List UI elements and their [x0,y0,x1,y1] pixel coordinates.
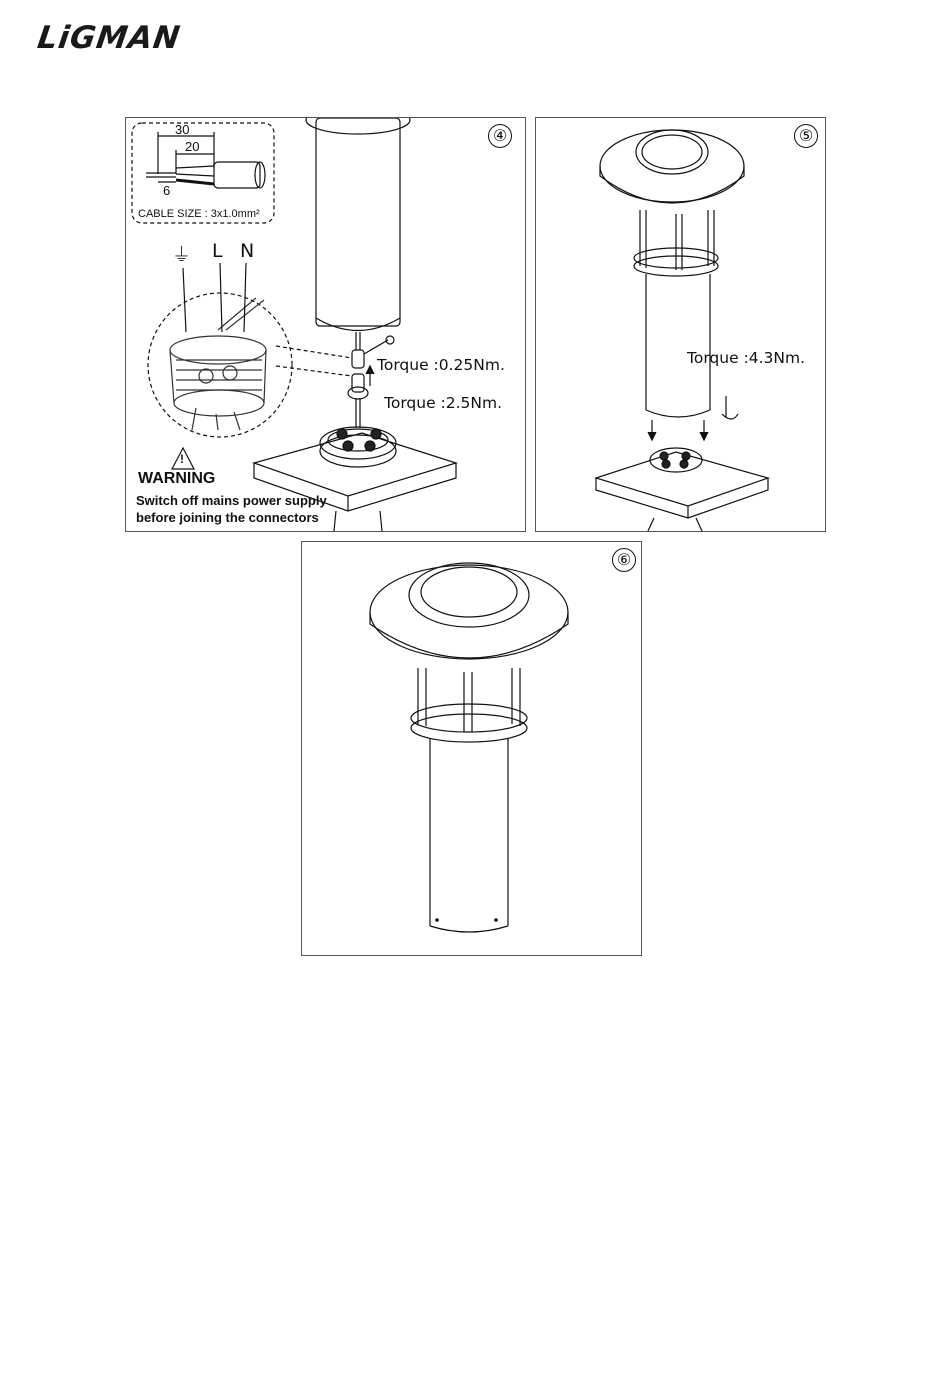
step-5-illustration [536,118,825,531]
step-5-number: ⑤ [794,124,818,148]
live-wire-label: L [212,240,223,262]
step-6-number: ⑥ [612,548,636,572]
step-5-panel [535,117,826,532]
torque-label: Torque :4.3Nm. [687,349,806,367]
warning-text-line2: before joining the connectors [136,510,319,525]
step-6-illustration [302,542,641,955]
warning-text-line1: Switch off mains power supply [136,493,327,508]
step-4-number: ④ [488,124,512,148]
torque-connector-label: Torque :0.25Nm. [377,356,505,374]
torque-base-label: Torque :2.5Nm. [384,394,503,412]
dimension-6: 6 [163,183,171,198]
neutral-wire-label: N [240,240,255,262]
step-6-panel [301,541,642,956]
cable-size-label: CABLE SIZE : 3x1.0mm² [138,208,260,220]
ligman-logo: LiGMAN [35,20,183,56]
warning-triangle-icon: ! [180,452,184,466]
earth-icon: ⏚ [172,244,192,266]
warning-title: WARNING [138,470,216,487]
dimension-20: 20 [185,139,200,154]
dimension-30: 30 [175,122,190,137]
step-4-panel [125,117,526,532]
